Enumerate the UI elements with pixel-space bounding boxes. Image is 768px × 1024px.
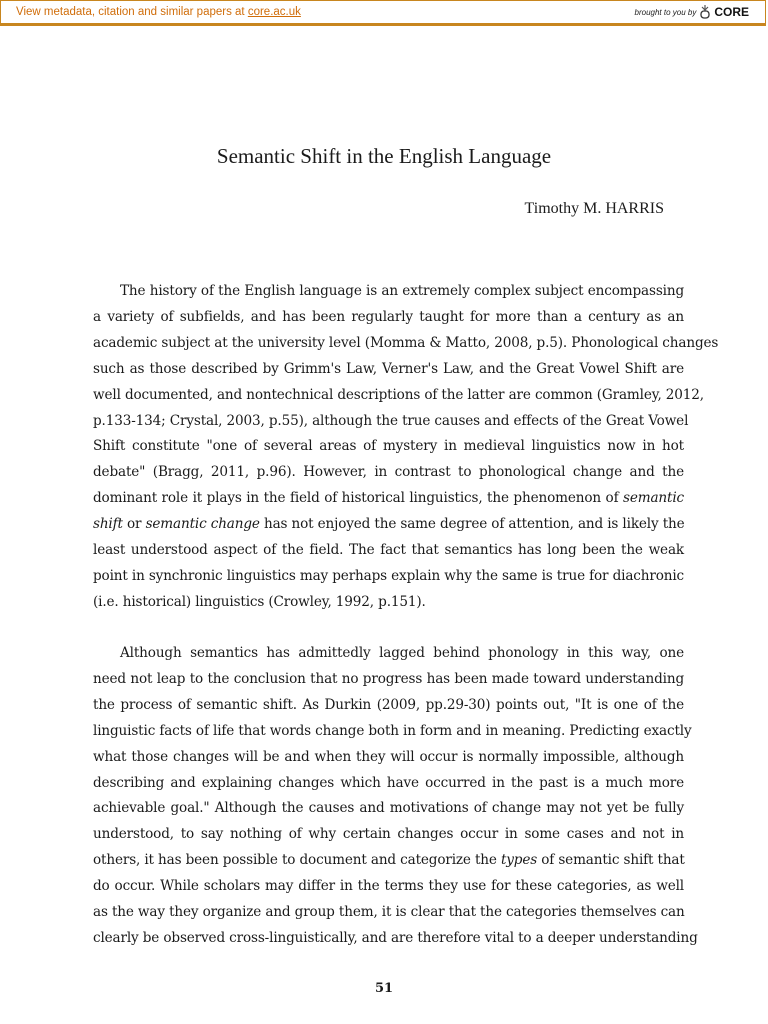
- brought-by-label: brought to you by: [634, 7, 697, 17]
- italic-term: semantic change: [145, 516, 260, 533]
- text-line: what those changes will be and when they will occur is normally impossible, although: [93, 748, 684, 765]
- text-line: point in synchronic linguistics may perhaps explain why the same is true for diachronic: [93, 567, 684, 584]
- text-line: linguistic facts of life that words change both in form and in meaning. Predicting exactly: [93, 722, 692, 739]
- text-line: debate" (Bragg, 2011, p.96). However, in contrast to phonological change and the: [93, 464, 684, 481]
- text-line: least understood aspect of the field. The fact that semantics has long been the weak: [93, 542, 684, 559]
- text-line-mixed: [93, 512, 684, 538]
- page-number: 51: [374, 981, 394, 996]
- text-line: well documented, and nontechnical descriptions of the latter are common (Gramley, 2012,: [93, 386, 704, 403]
- text-line: Although semantics has admittedly lagged behind phonology in this way, one: [120, 645, 684, 661]
- text-line: such as those described by Grimm's Law, Verner's Law, and the Great Vowel Shift are: [93, 360, 684, 377]
- core-banner-text: [16, 6, 301, 18]
- text-line-mixed: [93, 848, 684, 874]
- core-link[interactable]: core.ac.uk: [247, 6, 301, 18]
- text-line: the process of semantic shift. As Durkin (2009, pp.29-30) points out, "It is one of the: [93, 696, 684, 713]
- text-segment: others, it has been possible to document and categorize the: [93, 852, 501, 869]
- paper-title: Semantic Shift in the English Language: [216, 144, 552, 168]
- core-logo-icon: [699, 5, 711, 19]
- core-banner-label: View metadata, citation and similar papers at: [16, 6, 248, 18]
- text-line: achievable goal." Although the causes and motivations of change may not yet be fully: [93, 800, 684, 817]
- text-segment: of semantic shift that: [537, 852, 685, 869]
- text-line: describing and explaining changes which have occurred in the past is a much more: [93, 774, 684, 791]
- paragraph-1: [93, 279, 719, 616]
- text-line: The history of the English language is an extremely complex subject encompassing: [120, 283, 684, 299]
- core-banner: [0, 0, 766, 26]
- text-segment: or: [122, 516, 146, 533]
- text-line: understood, to say nothing of why certain changes occur in some cases and not in: [93, 826, 684, 843]
- text-line: as the way they organize and group them, it is clear that the categories themselves can: [93, 904, 685, 921]
- text-line: do occur. While scholars may differ in the terms they use for these categories, as well: [93, 878, 684, 895]
- core-brand-name: CORE: [714, 5, 749, 19]
- text-line: p.133-134; Crystal, 2003, p.55), although the true causes and effects of the Great Vowel: [93, 412, 689, 429]
- italic-term: types: [500, 852, 538, 869]
- text-segment: has not enjoyed the same degree of attention, and is likely the: [259, 516, 685, 533]
- italic-term: semantic: [623, 490, 684, 507]
- text-line-mixed: [93, 486, 684, 512]
- italic-term: shift: [93, 516, 123, 533]
- text-line: academic subject at the university level (Momma & Matto, 2008, p.5). Phonological changes: [93, 334, 719, 351]
- core-brand[interactable]: [635, 5, 750, 19]
- text-line: Shift constitute "one of several areas of mystery in medieval linguistics now in hot: [93, 438, 684, 455]
- paper-author: Timothy M. HARRIS: [524, 200, 664, 217]
- paragraph-2: [93, 641, 698, 952]
- text-line: a variety of subfields, and has been regularly taught for more than a century as an: [93, 308, 684, 325]
- text-line: need not leap to the conclusion that no progress has been made toward understanding: [93, 670, 684, 687]
- text-segment: dominant role it plays in the field of historical linguistics, the phenomenon of: [93, 490, 623, 507]
- text-line: (i.e. historical) linguistics (Crowley, 1992, p.151).: [93, 593, 426, 610]
- text-line: clearly be observed cross-linguistically, and are therefore vital to a deeper understanding: [93, 929, 698, 946]
